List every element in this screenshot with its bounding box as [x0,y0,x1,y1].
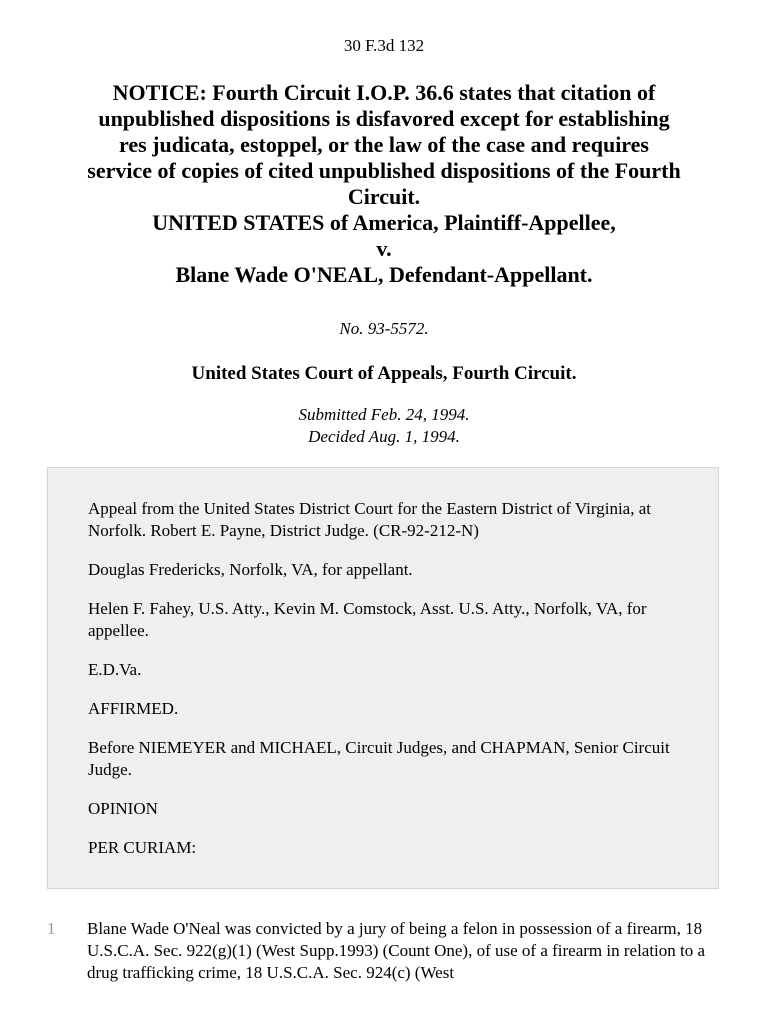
appeal-info: Appeal from the United States District Court for the Eastern District of Virginia, at Norfolk. Robert E. Payne, District Judge. (CR-92-212-N) [88,499,652,540]
notice-line: res judicata, estoppel, or the law of the case and requires [118,132,649,157]
decided-date: Decided Aug. 1, 1994. [308,427,460,446]
notice-line: Circuit. [347,184,421,209]
notice-line: service of copies of cited unpublished dispositions of the Fourth [87,158,681,183]
court-name: United States Court of Appeals, Fourth Circuit. [191,363,577,384]
paragraph-text: Blane Wade O'Neal was convicted by a jury of being a felon in possession of a firearm, 18 U.S.C.A. Sec. 922(g)(1) (West Supp.1993) (Count One), of use of a firearm in relation to a drug trafficking crime, 18 U.S.C.A. Sec. 924(c) (West [87,919,706,982]
case-heading [40,80,728,288]
judges: Before NIEMEYER and MICHAEL, Circuit Judges, and CHAPMAN, Senior Circuit Judge. [88,738,670,779]
disposition: AFFIRMED. [88,699,179,718]
citation: 30 F.3d 132 [343,36,425,55]
plaintiff-party: UNITED STATES of America, Plaintiff-Appellee, [152,210,616,235]
notice-line: NOTICE: Fourth Circuit I.O.P. 36.6 states that citation of [112,80,656,105]
case-dates [0,404,768,448]
per-curiam-label: PER CURIAM: [88,838,197,857]
notice-line: unpublished dispositions is disfavored except for establishing [98,106,670,131]
defendant-party: Blane Wade O'NEAL, Defendant-Appellant. [175,262,593,287]
submitted-date: Submitted Feb. 24, 1994. [298,405,470,424]
district: E.D.Va. [88,660,142,679]
case-info-content [88,498,688,876]
versus: v. [376,236,392,261]
case-info-panel [47,467,719,889]
paragraph-number: 1 [47,919,56,938]
appellant-counsel: Douglas Fredericks, Norfolk, VA, for appellant. [88,560,413,579]
opinion-label: OPINION [88,799,158,818]
docket-number: No. 93-5572. [339,319,429,338]
appellee-counsel: Helen F. Fahey, U.S. Atty., Kevin M. Comstock, Asst. U.S. Atty., Norfolk, VA, for appellee. [88,599,647,640]
